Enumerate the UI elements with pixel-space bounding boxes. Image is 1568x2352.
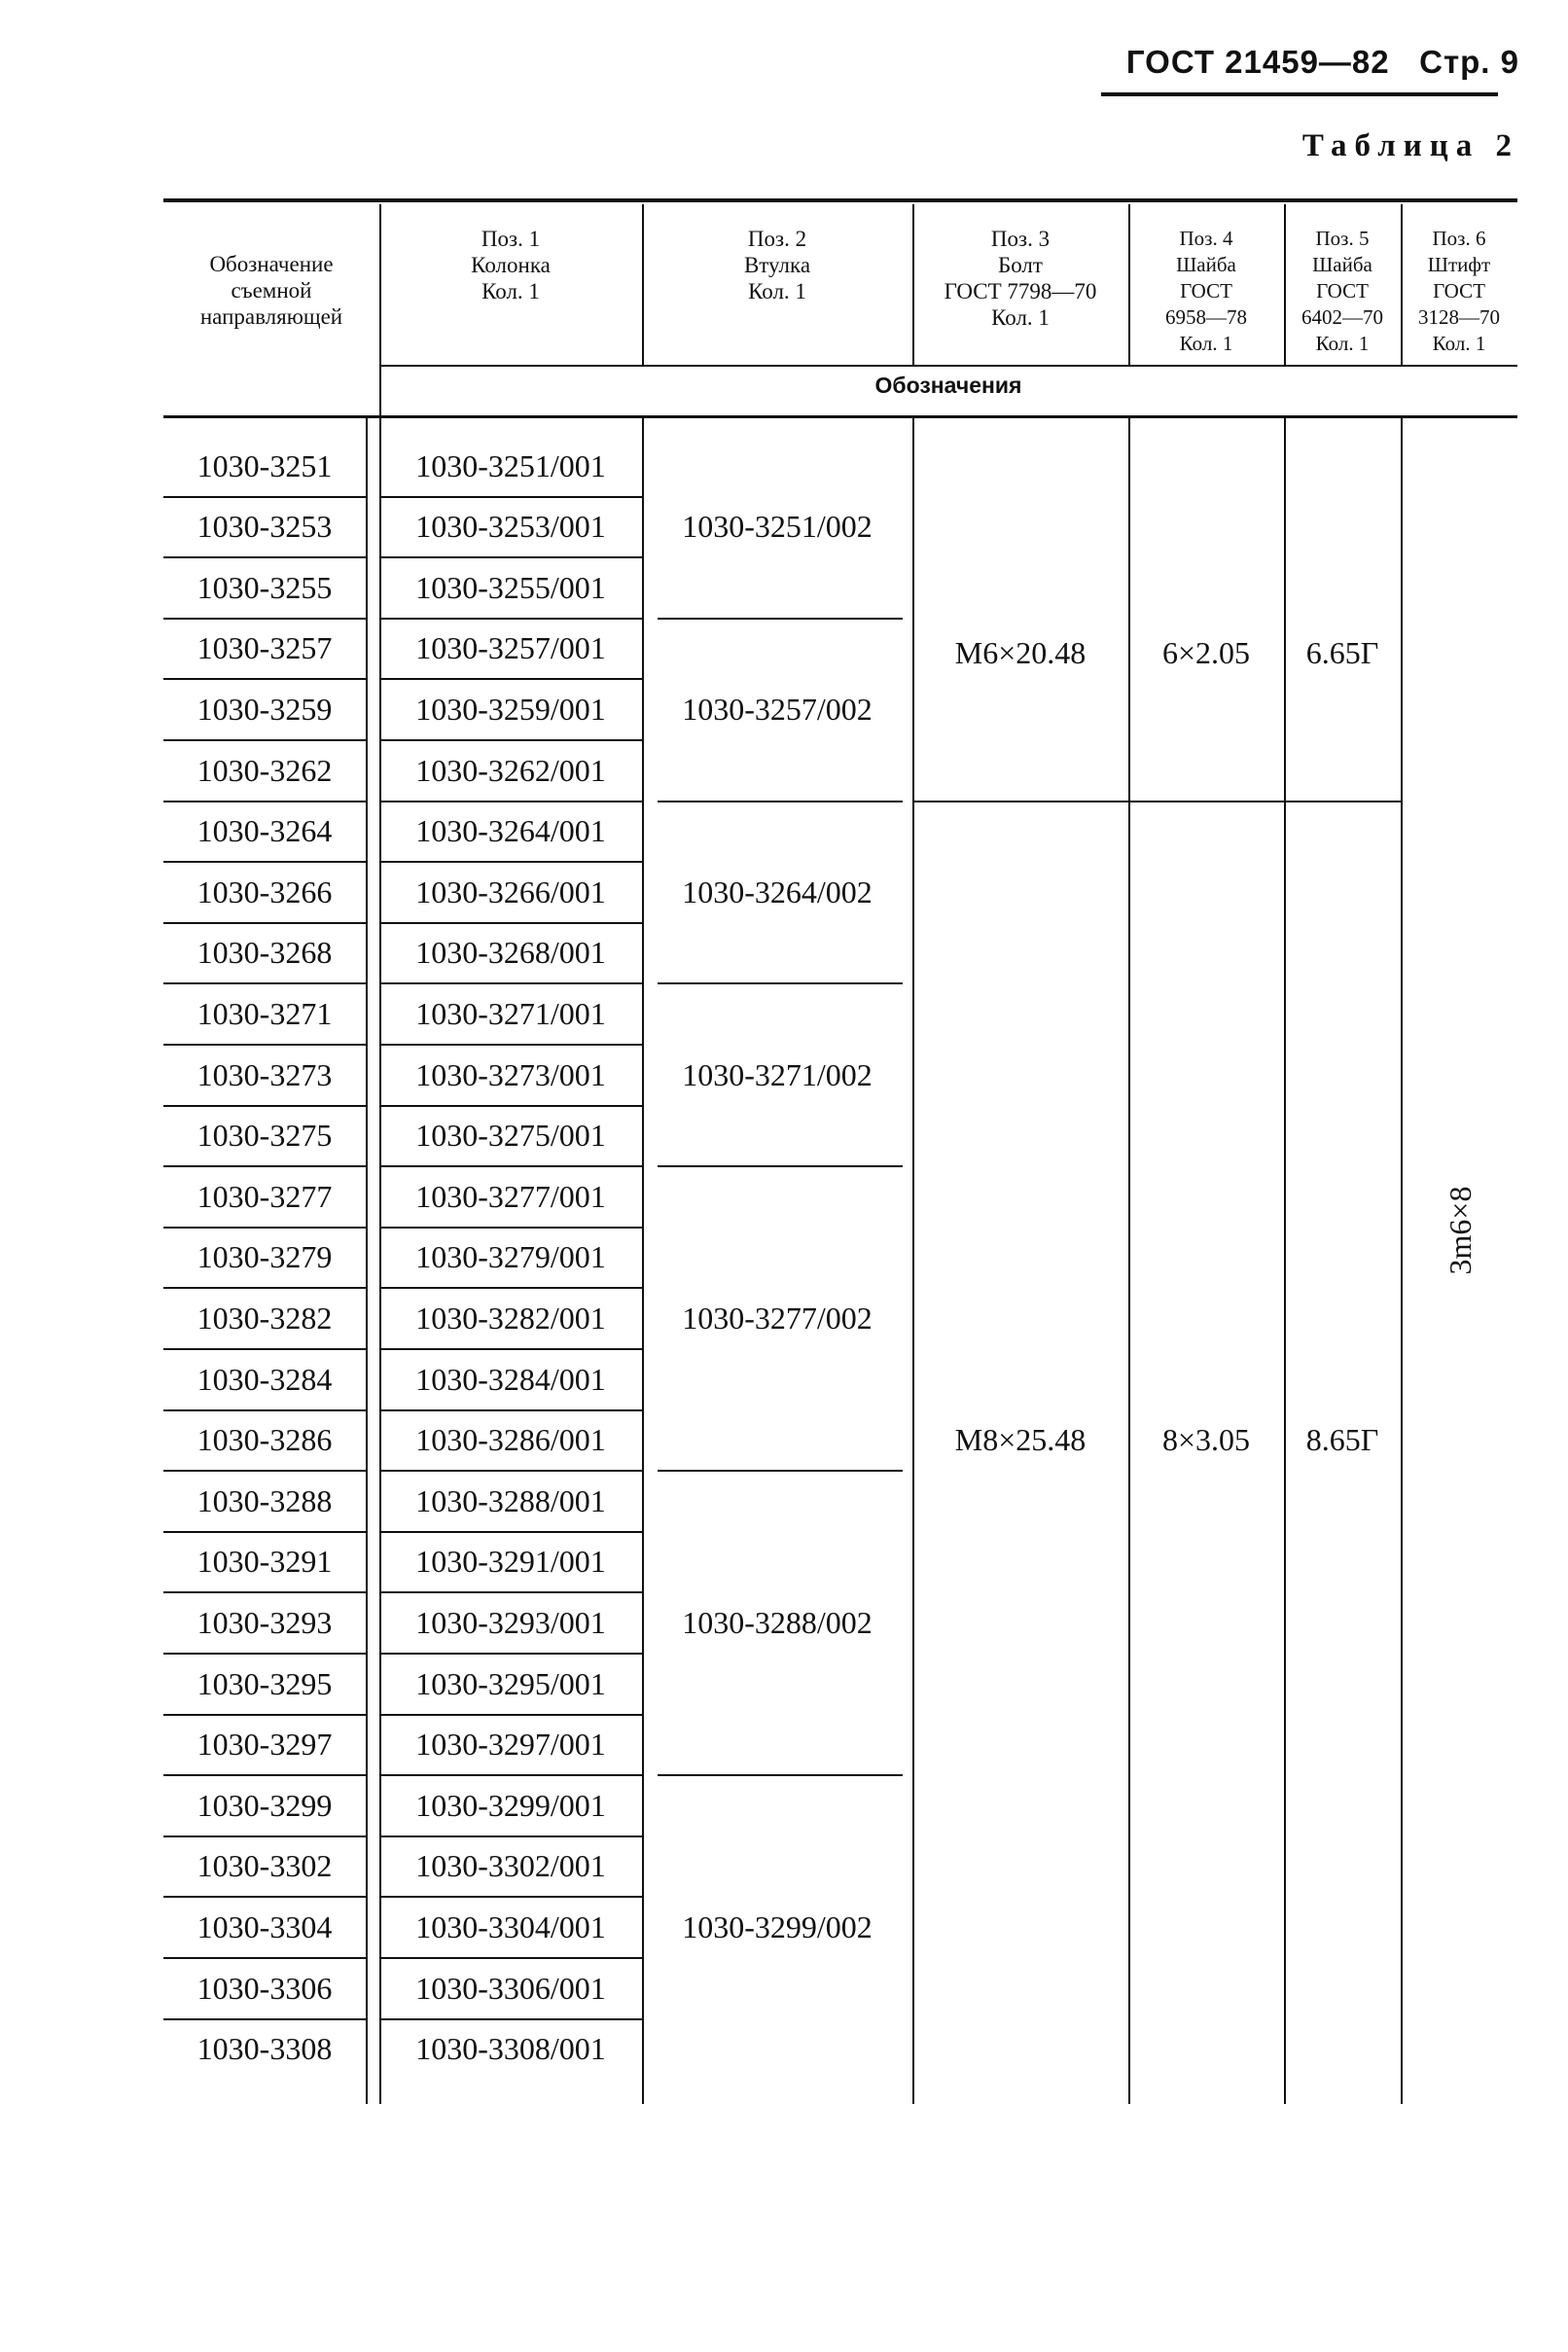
table-caption: Таблица 2: [1301, 128, 1519, 163]
column-header-3: [642, 226, 912, 304]
column-header-line: ГОСТ: [1180, 279, 1232, 303]
guide-designation: 1030-3297: [196, 1727, 333, 1763]
column-header-line: Кол. 1: [748, 279, 806, 303]
column-header-line: Колонка: [471, 253, 551, 277]
column-header-line: Поз. 4: [1179, 227, 1233, 250]
column-header-7: [1401, 226, 1517, 357]
guide-designation: 1030-3251: [196, 447, 333, 483]
column-designation: 1030-3308/001: [415, 2031, 606, 2067]
guide-designation: 1030-3295: [196, 1665, 333, 1701]
column-header-line: Поз. 5: [1315, 227, 1370, 250]
column-header-line: Кол. 1: [1315, 332, 1370, 355]
bushing-designation: 1030-3271/002: [682, 1056, 873, 1092]
column-designation: 1030-3297/001: [415, 1727, 606, 1763]
column-header-line: ГОСТ: [1433, 279, 1485, 303]
column-header-line: Кол. 1: [1179, 332, 1233, 355]
column-designation: 1030-3259/001: [415, 691, 606, 727]
column-header-line: Кол. 1: [481, 279, 540, 303]
column-header-line: Кол. 1: [991, 305, 1050, 330]
bushing-designation: 1030-3299/002: [682, 1909, 873, 1945]
column-designation: 1030-3295/001: [415, 1665, 606, 1701]
guide-designation: 1030-3304: [196, 1908, 333, 1944]
guide-designation: 1030-3284: [196, 1361, 333, 1397]
guide-designation: 1030-3273: [196, 1056, 333, 1092]
spring-washer-designation: 8.65Г: [1305, 1422, 1379, 1458]
guide-designation: 1030-3288: [196, 1482, 333, 1518]
guide-designation: 1030-3293: [196, 1604, 333, 1640]
guide-designation: 1030-3291: [196, 1544, 333, 1580]
bushing-designation: 1030-3257/002: [682, 692, 873, 728]
column-designation: 1030-3299/001: [415, 1787, 606, 1823]
column-header-line: Поз. 6: [1432, 227, 1486, 250]
column-header-line: Штифт: [1427, 253, 1491, 276]
guide-designation: 1030-3253: [196, 509, 333, 545]
column-designation: 1030-3304/001: [415, 1908, 606, 1944]
guide-designation: 1030-3286: [196, 1422, 333, 1458]
column-designation: 1030-3291/001: [415, 1544, 606, 1580]
column-designation: 1030-3268/001: [415, 935, 606, 971]
column-header-line: направляющей: [199, 304, 343, 329]
column-designation: 1030-3275/001: [415, 1118, 606, 1154]
column-designation: 1030-3277/001: [415, 1178, 606, 1214]
guide-designation: 1030-3266: [196, 873, 333, 909]
column-header-line: Поз. 3: [990, 227, 1051, 251]
guide-designation: 1030-3259: [196, 691, 333, 727]
column-header-6: [1284, 226, 1401, 357]
column-designation: 1030-3251/001: [415, 447, 606, 483]
column-header-line: 6958—78: [1165, 305, 1247, 329]
guide-designation: 1030-3275: [196, 1118, 333, 1154]
column-header-line: Шайба: [1176, 253, 1236, 276]
guide-designation: 1030-3268: [196, 935, 333, 971]
guide-designation: 1030-3255: [196, 569, 333, 605]
column-header-line: Поз. 2: [747, 227, 807, 251]
column-designation: 1030-3257/001: [415, 630, 606, 666]
column-designation: 1030-3273/001: [415, 1056, 606, 1092]
column-header-line: 3128—70: [1418, 305, 1500, 329]
guide-designation: 1030-3308: [196, 2031, 333, 2067]
pin-designation: 3m6×8: [1443, 1186, 1478, 1275]
column-header-line: Поз. 1: [481, 227, 541, 251]
guide-designation: 1030-3299: [196, 1787, 333, 1823]
page-number: Стр. 9: [1419, 44, 1519, 80]
column-divider: [1401, 415, 1403, 2104]
column-designation: 1030-3266/001: [415, 873, 606, 909]
guide-designation: 1030-3306: [196, 1970, 333, 2006]
column-designation: 1030-3288/001: [415, 1482, 606, 1518]
column-designation: 1030-3255/001: [415, 569, 606, 605]
guide-designation: 1030-3271: [196, 995, 333, 1031]
column-designation: 1030-3284/001: [415, 1361, 606, 1397]
subheader-designations: Обозначения: [874, 373, 1022, 398]
column-header-2: [379, 226, 642, 304]
column-designation: 1030-3279/001: [415, 1239, 606, 1275]
washer-designation: 6×2.05: [1161, 635, 1251, 671]
column-header-4: [912, 226, 1128, 331]
table-top-rule: [163, 198, 1517, 202]
standard-number: ГОСТ 21459—82: [1125, 44, 1390, 80]
column-designation: 1030-3302/001: [415, 1848, 606, 1884]
guide-designation: 1030-3282: [196, 1300, 333, 1336]
bushing-designation: 1030-3264/002: [682, 873, 873, 909]
guide-designation: 1030-3262: [196, 752, 333, 788]
guide-designation: 1030-3257: [196, 630, 333, 666]
column-designation: 1030-3253/001: [415, 509, 606, 545]
column-designation: 1030-3262/001: [415, 752, 606, 788]
bolt-designation: М8×25.48: [954, 1422, 1087, 1458]
column-divider: [366, 415, 368, 2104]
column-designation: 1030-3306/001: [415, 1970, 606, 2006]
bushing-designation: 1030-3288/002: [682, 1605, 873, 1641]
bolt-designation: М6×20.48: [954, 635, 1087, 671]
column-header-line: Втулка: [743, 253, 811, 277]
column-designation: 1030-3293/001: [415, 1604, 606, 1640]
guide-designation: 1030-3264: [196, 813, 333, 849]
column-header-line: Кол. 1: [1432, 332, 1486, 355]
header-rule-mid: [379, 365, 1517, 367]
guide-designation: 1030-3277: [196, 1178, 333, 1214]
column-header-line: ГОСТ 7798—70: [944, 279, 1097, 303]
column-header-line: Обозначение: [209, 252, 334, 276]
column-header-line: съемной: [231, 278, 312, 303]
bushing-designation: 1030-3251/002: [682, 509, 873, 545]
washer-designation: 8×3.05: [1161, 1422, 1251, 1458]
column-designation: 1030-3286/001: [415, 1422, 606, 1458]
column-header-line: ГОСТ: [1316, 279, 1369, 303]
column-designation: 1030-3282/001: [415, 1300, 606, 1336]
spring-washer-designation: 6.65Г: [1305, 635, 1379, 671]
bushing-designation: 1030-3277/002: [682, 1301, 873, 1336]
column-header-line: 6402—70: [1301, 305, 1383, 329]
column-header-1: [163, 251, 379, 330]
guide-designation: 1030-3302: [196, 1848, 333, 1884]
column-header-line: Шайба: [1312, 253, 1372, 276]
guide-designation: 1030-3279: [196, 1239, 333, 1275]
column-designation: 1030-3271/001: [415, 995, 606, 1031]
column-header-5: [1128, 226, 1284, 357]
column-designation: 1030-3264/001: [415, 813, 606, 849]
column-header-line: Болт: [998, 253, 1043, 277]
